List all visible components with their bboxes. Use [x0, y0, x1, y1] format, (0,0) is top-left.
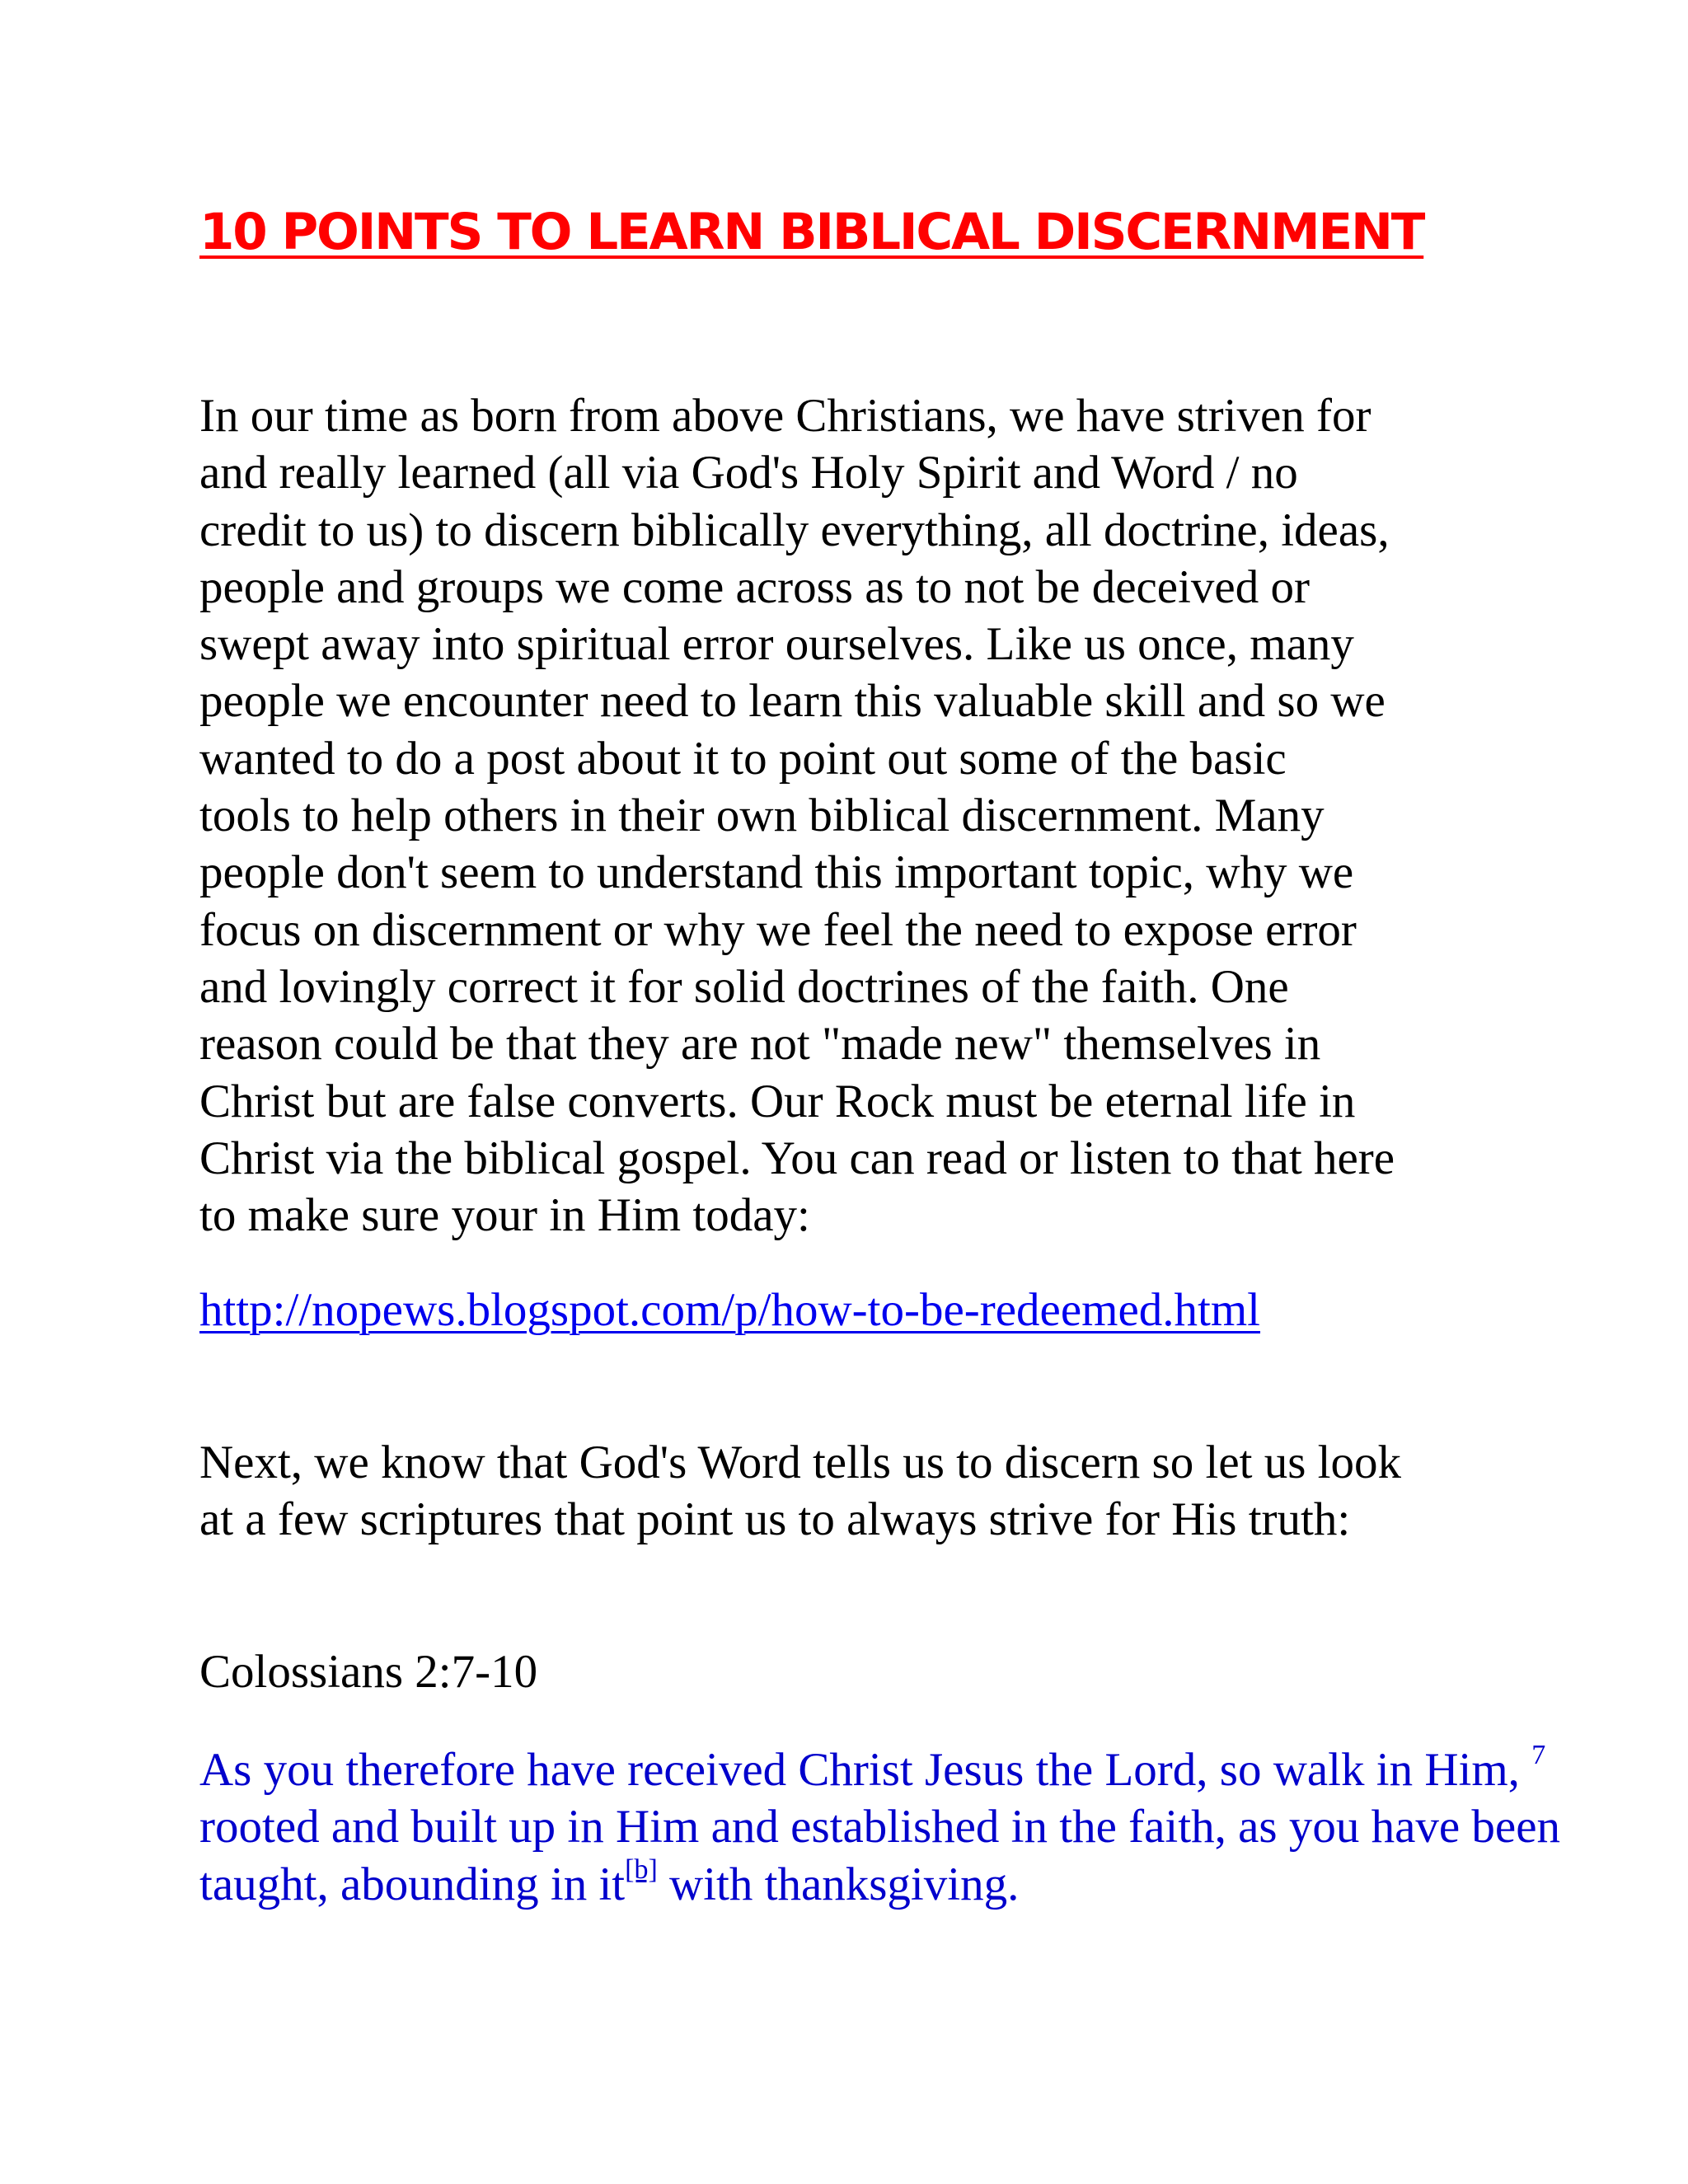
scripture-reference: Colossians 2:7-10: [199, 1646, 538, 1698]
verse-text-part2: rooted and built up in Him and established in the faith, as you have been taught, abounding in it: [199, 1801, 1561, 1910]
intro-paragraph: In our time as born from above Christians, we have striven for and really learned (all via God's Holy Spirit and Word / no credit to us) to discern biblically everything, all doctrine, ideas, people and groups we come across as to not be deceived or swept away into spiritual error ourselves. Like us once, many people we encounter need to learn this valuable skill and so we wanted to do a post about it to point out some of the basic tools to help others in their own biblical discernment. Many people don't seem to understand this important topic, why we focus on discernment or why we feel the need to expose error and lovingly correct it for solid doctrines of the faith. One reason could be that they are not "made new" themselves in Christ but are false converts. Our Rock must be eternal life in Christ via the biblical gospel. You can read or listen to that here to make sure your in Him today:: [199, 390, 1395, 1242]
scripture-verse: [199, 1741, 1601, 1913]
verse-number: 7: [1531, 1740, 1546, 1770]
verse-text-part3: with thanksgiving.: [657, 1858, 1020, 1910]
next-paragraph: Next, we know that God's Word tells us to discern so let us look at a few scriptures that point us to always strive for His truth:: [199, 1436, 1401, 1546]
verse-text-part1: As you therefore have received Christ Jesus the Lord, so walk in Him,: [199, 1744, 1532, 1796]
redeemed-link[interactable]: http://nopews.blogspot.com/p/how-to-be-redeemed.html: [199, 1284, 1261, 1336]
page-title: 10 POINTS TO LEARN BIBLICAL DISCERNMENT: [199, 203, 1424, 261]
footnote-link[interactable]: [b]: [625, 1854, 658, 1885]
